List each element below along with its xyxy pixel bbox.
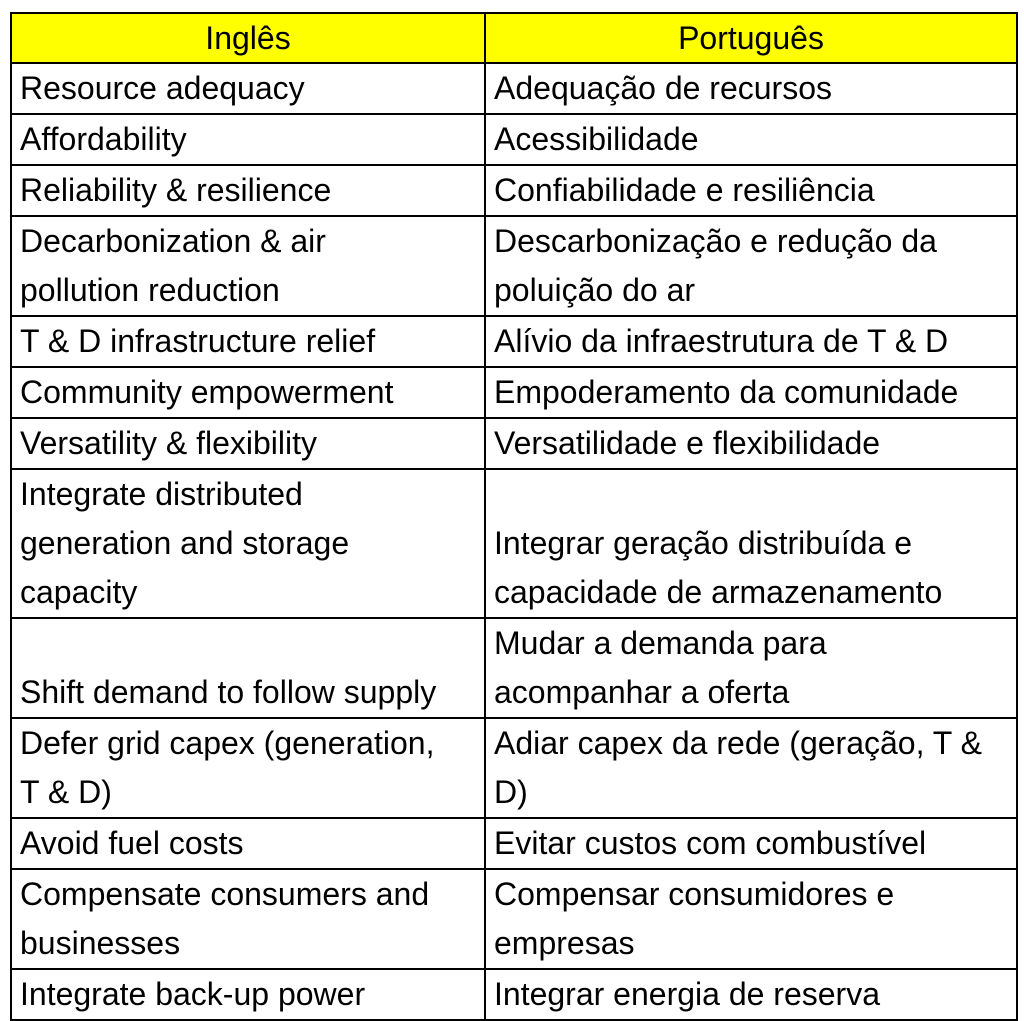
english-term: Reliability & resilience — [20, 172, 332, 208]
cell-portuguese[interactable] — [485, 418, 1017, 469]
portuguese-term: Integrar geração distribuída e capacidade de armazenamento — [494, 525, 943, 610]
english-term: Versatility & flexibility — [20, 425, 317, 461]
portuguese-term: Adiar capex da rede (geração, T & D) — [494, 725, 982, 810]
portuguese-term: Adequação de recursos — [494, 70, 832, 106]
table-body — [11, 63, 1017, 1020]
header-row — [11, 13, 1017, 63]
cell-portuguese[interactable] — [485, 63, 1017, 114]
table-row — [11, 418, 1017, 469]
portuguese-term: Evitar custos com combustível — [494, 825, 927, 861]
cell-english[interactable] — [11, 869, 485, 969]
portuguese-term: Versatilidade e flexibilidade — [494, 425, 881, 461]
portuguese-term: Descarbonização e redução da poluição do ar — [494, 223, 937, 308]
portuguese-term: Alívio da infraestrutura de T & D — [494, 323, 949, 359]
cell-english[interactable] — [11, 316, 485, 367]
english-term: Avoid fuel costs — [20, 825, 244, 861]
cell-english[interactable] — [11, 469, 485, 618]
portuguese-term: Integrar energia de reserva — [494, 976, 880, 1012]
cell-english[interactable] — [11, 718, 485, 818]
table-row — [11, 618, 1017, 718]
table-row — [11, 216, 1017, 316]
cell-english[interactable] — [11, 818, 485, 869]
table-row — [11, 469, 1017, 618]
english-term: Affordability — [20, 121, 187, 157]
cell-portuguese[interactable] — [485, 114, 1017, 165]
english-term: Integrate distributed generation and storage capacity — [20, 476, 350, 610]
english-term: Defer grid capex (generation, T & D) — [20, 725, 435, 810]
portuguese-term: Acessibilidade — [494, 121, 699, 157]
english-term: Shift demand to follow supply — [20, 674, 437, 710]
cell-portuguese[interactable] — [485, 618, 1017, 718]
cell-portuguese[interactable] — [485, 869, 1017, 969]
english-term: Decarbonization & air pollution reduction — [20, 223, 326, 308]
table-row — [11, 63, 1017, 114]
portuguese-term: Confiabilidade e resiliência — [494, 172, 875, 208]
table-row — [11, 316, 1017, 367]
english-term: Community empowerment — [20, 374, 394, 410]
cell-english[interactable] — [11, 618, 485, 718]
cell-english[interactable] — [11, 114, 485, 165]
header-portuguese[interactable]: Português — [485, 13, 1017, 63]
table-row — [11, 718, 1017, 818]
header-english[interactable]: Inglês — [11, 13, 485, 63]
cell-portuguese[interactable] — [485, 969, 1017, 1020]
cell-english[interactable] — [11, 63, 485, 114]
cell-portuguese[interactable] — [485, 165, 1017, 216]
english-term: Integrate back-up power — [20, 976, 366, 1012]
cell-portuguese[interactable] — [485, 367, 1017, 418]
cell-english[interactable] — [11, 969, 485, 1020]
table-row — [11, 367, 1017, 418]
cell-portuguese[interactable] — [485, 718, 1017, 818]
table-row — [11, 114, 1017, 165]
portuguese-term: Mudar a demanda para acompanhar a oferta — [494, 625, 827, 710]
portuguese-term: Compensar consumidores e empresas — [494, 876, 895, 961]
translation-table — [10, 12, 1018, 1021]
english-term: Resource adequacy — [20, 70, 305, 106]
cell-portuguese[interactable] — [485, 216, 1017, 316]
table-row — [11, 165, 1017, 216]
cell-english[interactable] — [11, 418, 485, 469]
cell-portuguese[interactable] — [485, 469, 1017, 618]
english-term: Compensate consumers and businesses — [20, 876, 430, 961]
portuguese-term: Empoderamento da comunidade — [494, 374, 959, 410]
cell-english[interactable] — [11, 367, 485, 418]
table-row — [11, 969, 1017, 1020]
cell-portuguese[interactable] — [485, 818, 1017, 869]
cell-english[interactable] — [11, 216, 485, 316]
table-row — [11, 818, 1017, 869]
cell-english[interactable] — [11, 165, 485, 216]
cell-portuguese[interactable] — [485, 316, 1017, 367]
table-row — [11, 869, 1017, 969]
english-term: T & D infrastructure relief — [20, 323, 376, 359]
